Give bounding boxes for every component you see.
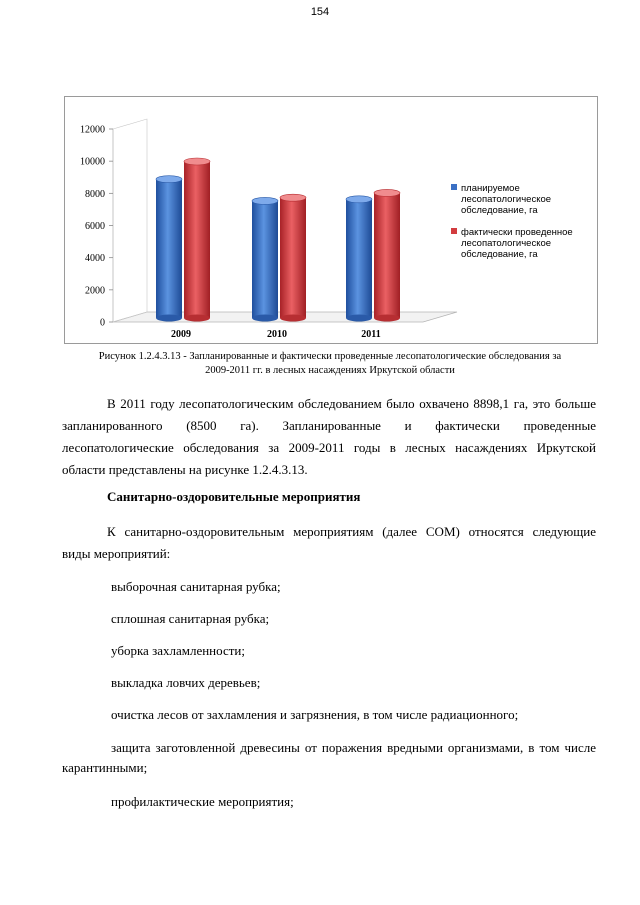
bar-base: [156, 315, 182, 322]
legend-swatch: [451, 228, 457, 234]
list-item: выкладка ловчих деревьев;: [111, 675, 261, 690]
legend-label: лесопатологическое: [461, 238, 552, 249]
legend-label: обследование, га: [461, 249, 538, 260]
list-item: сплошная санитарная рубка;: [111, 611, 270, 626]
y-tick-label: 8000: [85, 188, 105, 200]
bar-base: [346, 315, 372, 322]
list-item: очистка лесов от захламления и загрязнения, в том числе радиационного;: [111, 707, 519, 722]
bar-top: [184, 158, 210, 165]
paragraph-1-line-2: запланированного (8500 га). Запланированные и фактически проведенные: [62, 418, 596, 433]
chart-frame: [64, 96, 598, 344]
bar: [280, 198, 306, 318]
bar: [156, 179, 182, 318]
bar: [184, 161, 210, 318]
y-tick-label: 6000: [85, 221, 105, 232]
legend-label: обследование, га: [461, 205, 538, 216]
legend-label: фактически проведенное: [461, 227, 573, 238]
bar: [252, 201, 278, 318]
caption-line-1: Рисунок 1.2.4.3.13 - Запланированные и фактически проведенные лесопатологические обследования за: [98, 351, 562, 362]
y-tick-label: 2000: [85, 285, 105, 297]
paragraph-1-line-3: лесопатологические обследования за 2009-2011 годы в лесных насаждениях Иркутской: [62, 440, 596, 455]
x-tick-label: 2009: [171, 329, 191, 340]
bar-base: [184, 315, 210, 322]
paragraph-1-line-4: области представлены на рисунке 1.2.4.3.13.: [62, 462, 308, 477]
legend-label: планируемое: [461, 183, 520, 194]
bar-top: [346, 196, 372, 203]
list-item: выборочная санитарная рубка;: [111, 579, 281, 594]
y-tick-label: 10000: [80, 156, 105, 168]
list-item: профилактические мероприятия;: [111, 794, 294, 809]
bar-top: [374, 189, 400, 196]
list-item: уборка захламленности;: [111, 643, 245, 658]
paragraph-2-line-1: К санитарно-оздоровительным мероприятиям (далее СОМ) относятся следующие: [107, 524, 596, 539]
paragraph-2-line-2: виды мероприятий:: [62, 546, 171, 561]
chart-side-wall: [113, 119, 147, 322]
x-tick-label: 2010: [267, 329, 287, 340]
bar: [374, 193, 400, 318]
bar-top: [156, 176, 182, 183]
bar-chart: [65, 97, 597, 343]
y-tick-label: 4000: [85, 253, 105, 265]
bar-top: [280, 194, 306, 201]
bar-base: [374, 315, 400, 322]
figure-caption: [56, 350, 604, 378]
y-tick-label: 12000: [80, 124, 105, 136]
legend-label: лесопатологическое: [461, 194, 552, 205]
paragraph-1-line-1: В 2011 году лесопатологическим обследованием было охвачено 8898,1 га, это больше: [107, 396, 596, 411]
bar-base: [252, 315, 278, 322]
page-number: 154: [310, 6, 330, 18]
legend-swatch: [451, 184, 457, 190]
x-tick-label: 2011: [361, 329, 381, 340]
y-tick-label: 0: [100, 317, 105, 329]
caption-line-2: 2009-2011 гг. в лесных насаждениях Иркутской области: [205, 365, 455, 376]
section-heading: Санитарно-оздоровительные мероприятия: [107, 489, 361, 504]
list-item: защита заготовленной древесины от поражения вредными организмами, в том числе карантинными;: [62, 740, 596, 775]
bar-top: [252, 197, 278, 204]
bar-base: [280, 315, 306, 322]
bar: [346, 199, 372, 318]
